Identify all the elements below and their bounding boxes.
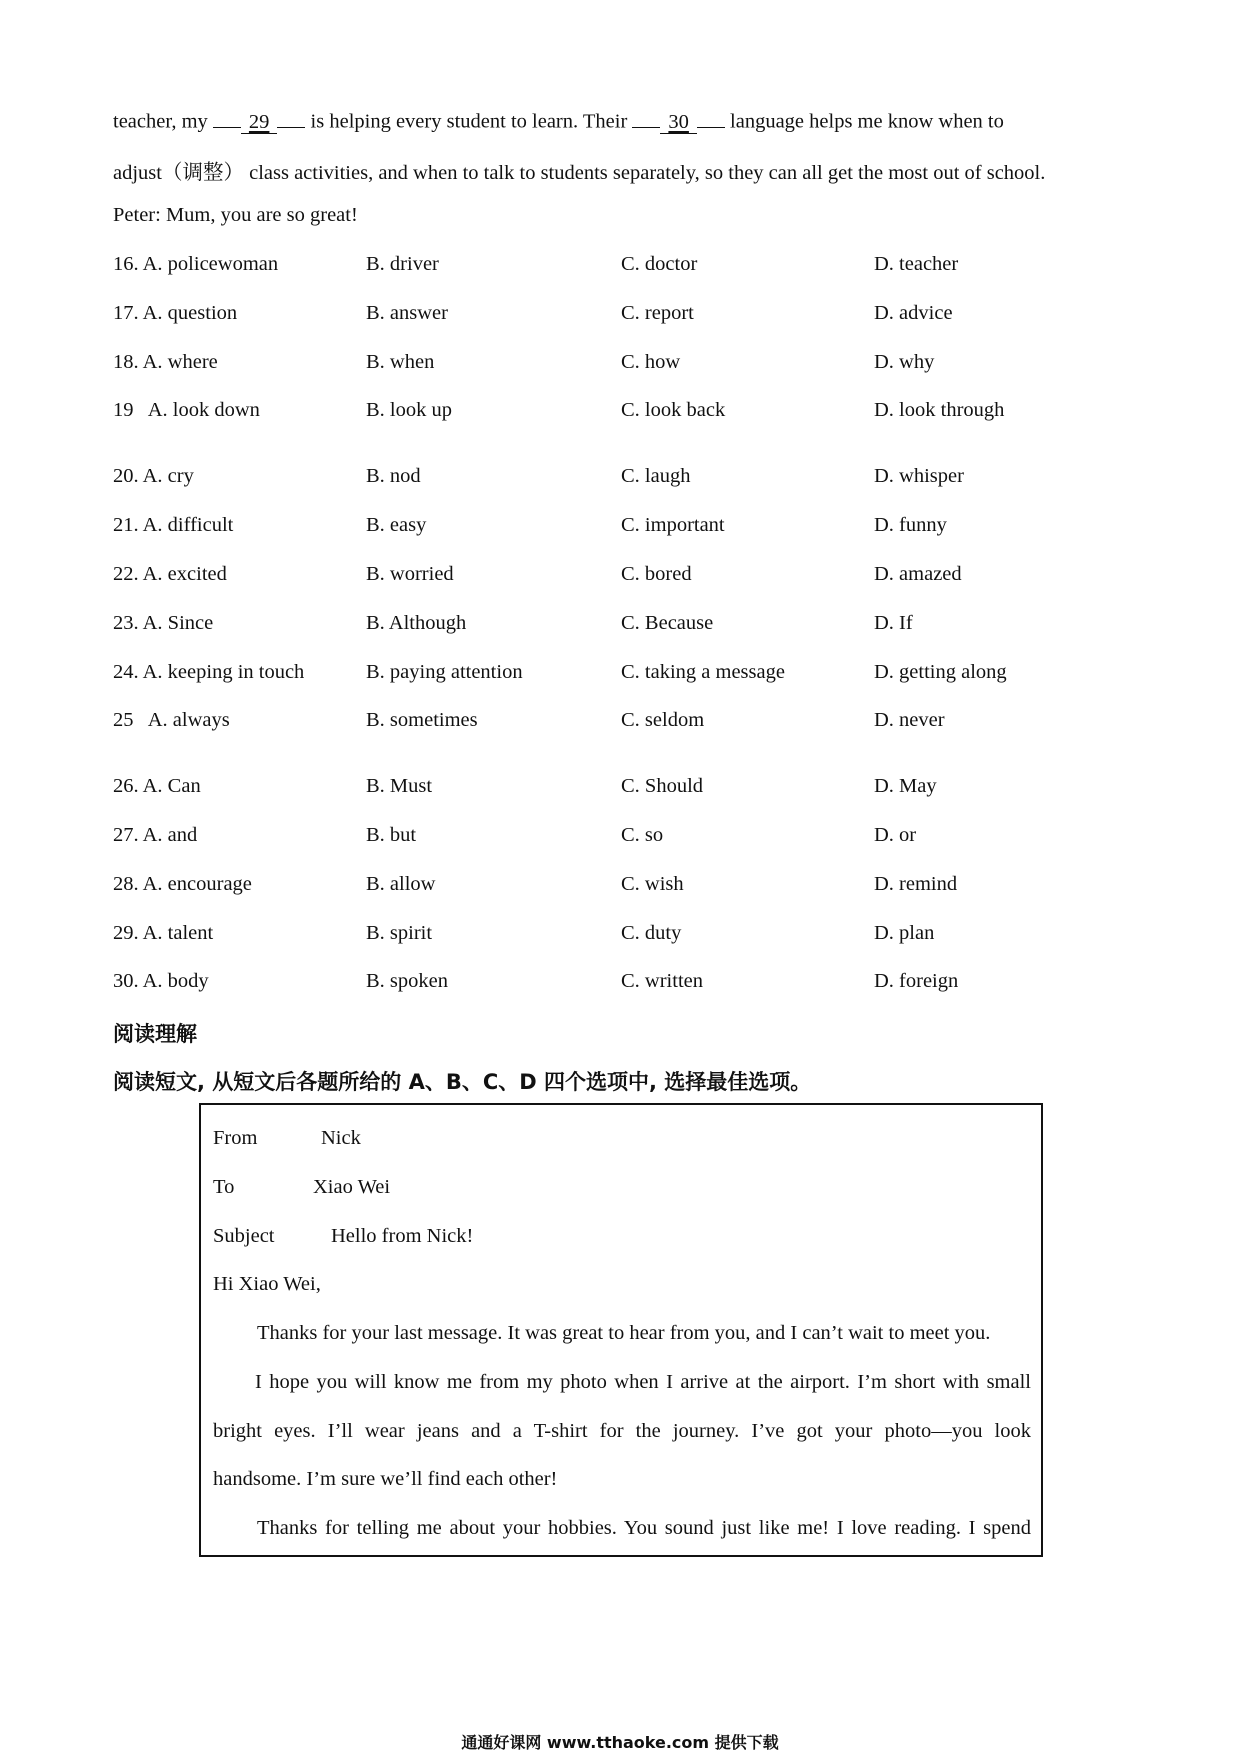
option-a: 28. A. encourage	[113, 873, 252, 895]
option-a: 22. A. excited	[113, 563, 227, 585]
option-row-26	[0, 775, 1240, 805]
option-d: D. remind	[874, 873, 958, 895]
option-row-25	[0, 709, 1240, 739]
option-d: D. plan	[874, 922, 935, 944]
passage-line-3: Peter: Mum, you are so great!	[113, 204, 358, 226]
option-d: D. never	[874, 709, 945, 731]
email-paragraph-2-line-3: handsome. I’m sure we’ll find each other!	[213, 1468, 558, 1490]
option-c: C. how	[621, 351, 681, 373]
option-row-18	[0, 351, 1240, 381]
option-c: C. so	[621, 824, 664, 846]
option-d: D. why	[874, 351, 935, 373]
option-a: 20. A. cry	[113, 465, 194, 487]
option-row-16	[0, 253, 1240, 283]
option-b: B. paying attention	[366, 661, 523, 683]
option-b: B. Must	[366, 775, 433, 797]
option-d: D. May	[874, 775, 937, 797]
option-b: B. easy	[366, 514, 427, 536]
option-a: 26. A. Can	[113, 775, 201, 797]
email-paragraph-1: Thanks for your last message. It was great to hear from you, and I can’t wait to meet you.	[257, 1322, 991, 1344]
option-a: 25 A. always	[113, 709, 230, 731]
blank-29: 29	[213, 106, 306, 134]
option-b: B. Although	[366, 612, 467, 634]
email-to-row	[213, 1176, 391, 1199]
option-a: 29. A. talent	[113, 922, 214, 944]
option-a: 24. A. keeping in touch	[113, 661, 305, 683]
passage-text: teacher, my	[113, 110, 213, 133]
option-d: D. getting along	[874, 661, 1007, 683]
section-instruction: 阅读短文, 从短文后各题所给的 A、B、C、D 四个选项中, 选择最佳选项。	[113, 1070, 812, 1094]
option-a: 21. A. difficult	[113, 514, 234, 536]
option-d: D. amazed	[874, 563, 962, 585]
passage-text: is helping every student to learn. Their	[305, 110, 633, 133]
option-a: 16. A. policewoman	[113, 253, 279, 275]
option-a: 17. A. question	[113, 302, 238, 324]
option-row-28	[0, 873, 1240, 903]
option-b: B. spoken	[366, 970, 448, 992]
subject-value: Hello from Nick!	[331, 1225, 474, 1247]
option-a: 27. A. and	[113, 824, 198, 846]
email-from-row	[213, 1127, 361, 1150]
option-c: C. taking a message	[621, 661, 785, 683]
section-title: 阅读理解	[113, 1022, 197, 1046]
option-d: D. If	[874, 612, 913, 634]
to-value: Xiao Wei	[313, 1176, 391, 1198]
passage-line-2: adjust（调整） class activities, and when to talk to students separately, so they can all get the most out of school.	[113, 162, 1046, 184]
option-b: B. answer	[366, 302, 448, 324]
option-b: B. when	[366, 351, 435, 373]
option-c: C. doctor	[621, 253, 698, 275]
option-c: C. duty	[621, 922, 682, 944]
option-row-21	[0, 514, 1240, 544]
option-d: D. advice	[874, 302, 953, 324]
option-a: 30. A. body	[113, 970, 209, 992]
option-d: D. whisper	[874, 465, 964, 487]
passage-text: language helps me know when to	[724, 110, 1004, 133]
email-paragraph-2-line-2: bright eyes. I’ll wear jeans and a T-shirt for the journey. I’ve got your photo—you look	[213, 1420, 1031, 1442]
option-c: C. look back	[621, 399, 726, 421]
option-c: C. laugh	[621, 465, 691, 487]
option-row-30	[0, 970, 1240, 1000]
option-d: D. teacher	[874, 253, 959, 275]
option-b: B. allow	[366, 873, 436, 895]
option-row-22	[0, 563, 1240, 593]
from-value: Nick	[321, 1127, 361, 1149]
option-b: B. driver	[366, 253, 439, 275]
option-row-29	[0, 922, 1240, 952]
option-c: C. bored	[621, 563, 692, 585]
option-d: D. funny	[874, 514, 947, 536]
option-b: B. spirit	[366, 922, 433, 944]
option-b: B. nod	[366, 465, 421, 487]
option-d: D. look through	[874, 399, 1005, 421]
option-row-19	[0, 399, 1240, 429]
option-c: C. wish	[621, 873, 684, 895]
to-label: To	[213, 1176, 235, 1198]
email-subject-row	[213, 1225, 474, 1248]
option-b: B. sometimes	[366, 709, 478, 731]
passage-line-1	[113, 106, 1004, 134]
blank-30: 30	[632, 106, 725, 134]
option-b: B. but	[366, 824, 417, 846]
option-c: C. important	[621, 514, 725, 536]
option-row-27	[0, 824, 1240, 854]
option-d: D. foreign	[874, 970, 959, 992]
option-c: C. report	[621, 302, 694, 324]
option-row-17	[0, 302, 1240, 332]
email-paragraph-2-line-1: I hope you will know me from my photo when I arrive at the airport. I’m short with small	[255, 1371, 1031, 1393]
option-a: 23. A. Since	[113, 612, 214, 634]
from-label: From	[213, 1127, 258, 1149]
email-greeting: Hi Xiao Wei,	[213, 1273, 321, 1295]
email-paragraph-3: Thanks for telling me about your hobbies. You sound just like me! I love reading. I spend	[257, 1517, 1031, 1539]
page-footer: 通通好课网 www.tthaoke.com 提供下载	[461, 1733, 779, 1752]
option-c: C. seldom	[621, 709, 705, 731]
option-c: C. Because	[621, 612, 714, 634]
option-b: B. look up	[366, 399, 452, 421]
email-box	[199, 1103, 1043, 1557]
option-b: B. worried	[366, 563, 454, 585]
option-row-23	[0, 612, 1240, 642]
option-a: 19 A. look down	[113, 399, 260, 421]
subject-label: Subject	[213, 1225, 275, 1247]
option-c: C. Should	[621, 775, 704, 797]
option-row-24	[0, 661, 1240, 691]
option-c: C. written	[621, 970, 703, 992]
option-row-20	[0, 465, 1240, 495]
option-a: 18. A. where	[113, 351, 218, 373]
option-d: D. or	[874, 824, 917, 846]
